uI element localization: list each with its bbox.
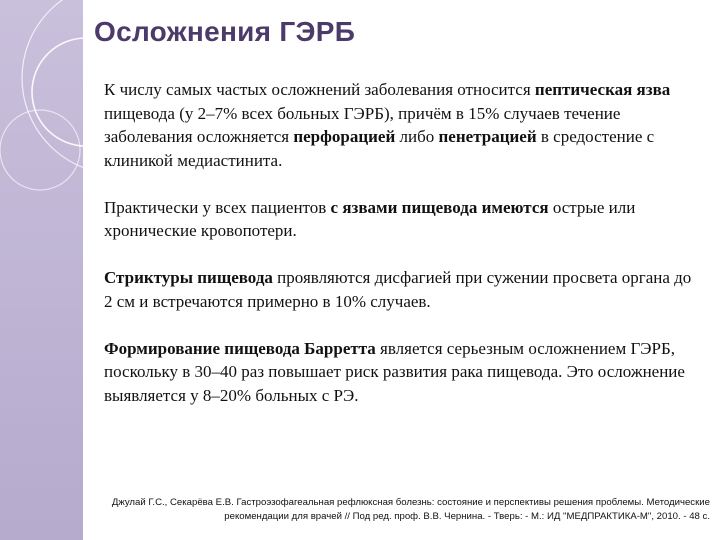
- text-run: либо: [395, 127, 439, 146]
- text-run: острые или хронические кровопотери.: [104, 197, 636, 240]
- main-text: [104, 78, 704, 431]
- bold-term: перфорацией: [293, 127, 396, 146]
- text-run: Практически у всех пациентов: [104, 197, 331, 217]
- bold-term: пептическая язва: [534, 80, 671, 99]
- text-run: является серьезным осложнением ГЭРБ, поскольку в 30–40 раз повышает риск развития рака пищевода. Это осложнение выявляется у 8–20% больных с РЭ.: [104, 338, 685, 405]
- footnote-line-1: Джулай Г.С., Секарёва Е.В. Гастроэзофагеальная рефлюксная болезнь: состояние и перспективы решения проблемы. Методические: [111, 497, 710, 508]
- text-run: пищевода (у 2–7% всех больных ГЭРБ), причём в 15% случаев течение заболевания осложняется: [104, 103, 621, 146]
- footnote: [92, 496, 710, 524]
- paragraph: [104, 266, 704, 313]
- bold-term: Формирование пищевода Барретта: [104, 338, 376, 358]
- text-run: проявляются дисфагией при сужении просвета органа до 2 см и встречаются примерно в 10% случаев.: [104, 268, 692, 311]
- text-run: в средостение с клиникой медиастинита.: [104, 127, 655, 170]
- bold-term: с язвами пищевода имеются: [330, 197, 549, 217]
- paragraph: [104, 196, 704, 243]
- page-title: Осложнения ГЭРБ: [94, 16, 356, 47]
- paragraph: [104, 78, 704, 172]
- text-run: К числу самых частых осложнений заболевания относится: [104, 80, 535, 99]
- bold-term: Стриктуры пищевода: [104, 268, 273, 287]
- paragraph: [104, 337, 704, 408]
- bold-term: пенетрацией: [438, 127, 537, 146]
- footnote-line-2: рекомендации для врачей // Под ред. проф. В.В. Чернина. - Тверь: - М.: ИД "МЕДПРАКТИКА-М", 2010. - 48 с.: [224, 511, 710, 522]
